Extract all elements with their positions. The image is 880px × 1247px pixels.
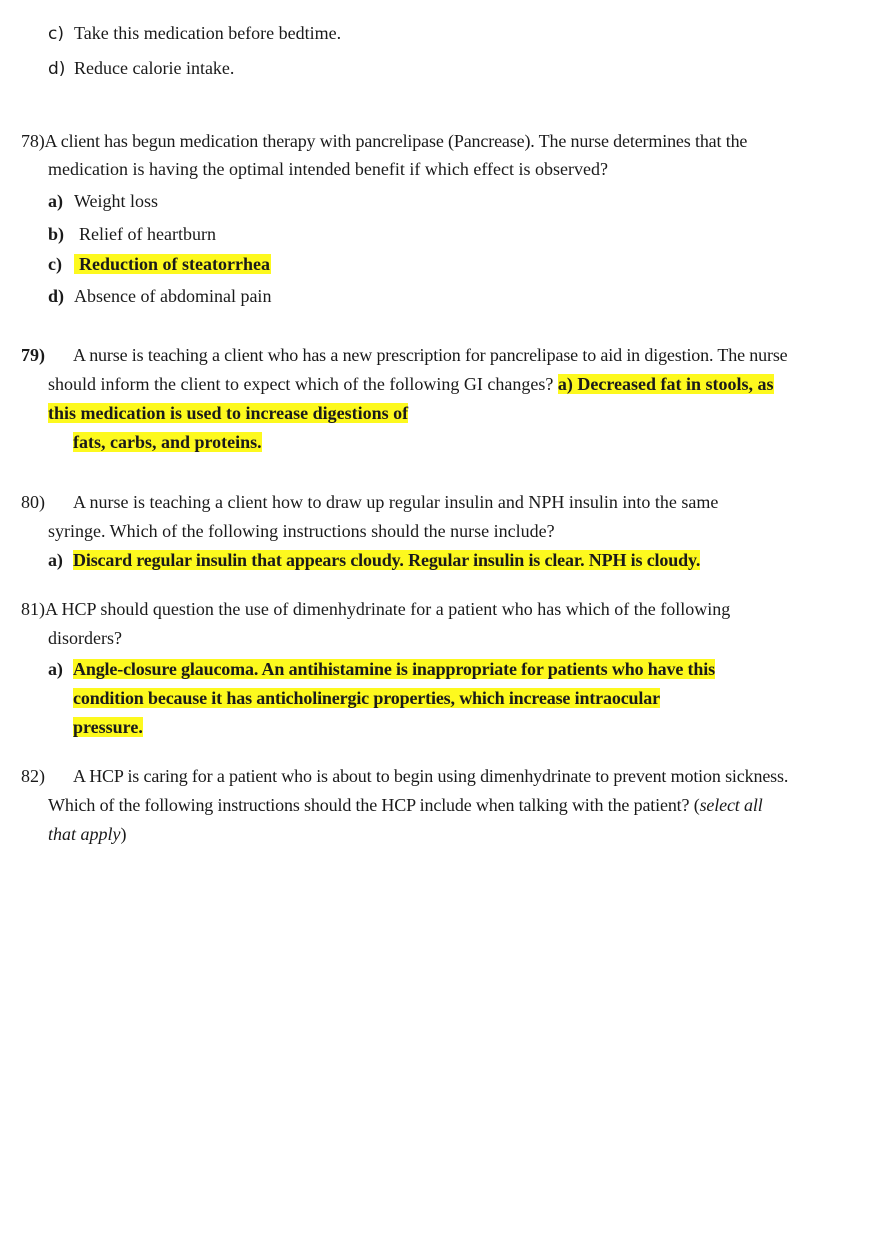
q79-answer-line1: a) Decreased fat in stools, as [557,374,774,394]
q77-option-c-label: c) [48,24,64,44]
q82-select-all-italic: select all [699,795,763,815]
q80-answer-label: a) [48,550,63,570]
q78-option-b-label: b) [48,224,65,244]
q79-stem-line2-text: should inform the client to expect which of the following GI changes? [48,374,554,394]
q78-option-a [48,190,158,212]
q78-option-a-label: a) [48,191,63,211]
q81-answer-line1-wrap [48,658,715,680]
q82-stem-line1: A HCP is caring for a patient who is about to begin using dimenhydrinate to prevent motion sickness. [73,766,789,786]
q78-option-c-label: c) [48,254,62,274]
q79-answer-line3: fats, carbs, and proteins. [73,432,262,452]
q78-option-a-text: Weight loss [74,191,159,211]
q80-stem-line2: syringe. Which of the following instructions should the nurse include? [48,521,555,541]
q78-stem-line1: 78)A client has begun medication therapy with pancrelipase (Pancrease). The nurse determines that the [21,131,748,151]
q81-answer-line1: Angle-closure glaucoma. An antihistamine is inappropriate for patients who have this [73,659,715,679]
q82-stem-line3 [48,823,127,845]
q78-option-b [48,223,216,245]
q78-option-b-text: Relief of heartburn [79,224,216,244]
q79-answer-line2: this medication is used to increase digestions of [48,403,409,423]
q81-answer-line2-wrap [73,687,660,709]
q78-option-d-label: d) [48,286,65,306]
q77-option-d-label: d) [48,59,66,79]
q78-stem-line2: medication is having the optimal intended benefit if which effect is observed? [48,159,608,179]
q80-answer-text: Discard regular insulin that appears cloudy. Regular insulin is clear. NPH is cloudy. [73,550,701,570]
q78-option-c-text-correct: Reduction of steatorrhea [74,254,271,274]
q77-option-d [48,57,234,80]
q82-stem-line2-text: Which of the following instructions should the HCP include when talking with the patient? ( [48,795,700,815]
q81-answer-label: a) [48,659,63,679]
q82-that-apply-italic: that apply [48,824,121,844]
q77-option-c-text: Take this medication before bedtime. [74,23,342,43]
q81-answer-line3: pressure. [73,717,143,737]
q82-number: 82) [21,766,45,786]
q78-option-d [48,285,271,307]
q79-number: 79) [21,345,45,365]
q79-answer-line3-wrap [73,431,262,453]
q81-stem-line1: 81)A HCP should question the use of dimenhydrinate for a patient who has which of the following [21,599,731,619]
q81-answer-line2: condition because it has anticholinergic properties, which increase intraocular [73,688,660,708]
q79-stem-line2 [48,373,774,395]
q82-close-paren: ) [120,824,127,844]
q78-option-d-text: Absence of abdominal pain [74,286,272,306]
q78-option-c [48,253,271,275]
q80-stem-line1: A nurse is teaching a client how to draw up regular insulin and NPH insulin into the same [73,492,719,512]
q82-stem-line2 [48,794,763,816]
q79-answer-line2-wrap [48,402,408,424]
q80-number: 80) [21,492,45,512]
q77-option-c [48,22,341,45]
q79-stem-line1: A nurse is teaching a client who has a new prescription for pancrelipase to aid in digestion. The nurse [73,345,788,365]
q81-answer-line3-wrap [73,716,143,738]
q80-answer [48,549,700,571]
q77-option-d-text: Reduce calorie intake. [74,58,235,78]
q81-stem-line2: disorders? [48,628,122,648]
